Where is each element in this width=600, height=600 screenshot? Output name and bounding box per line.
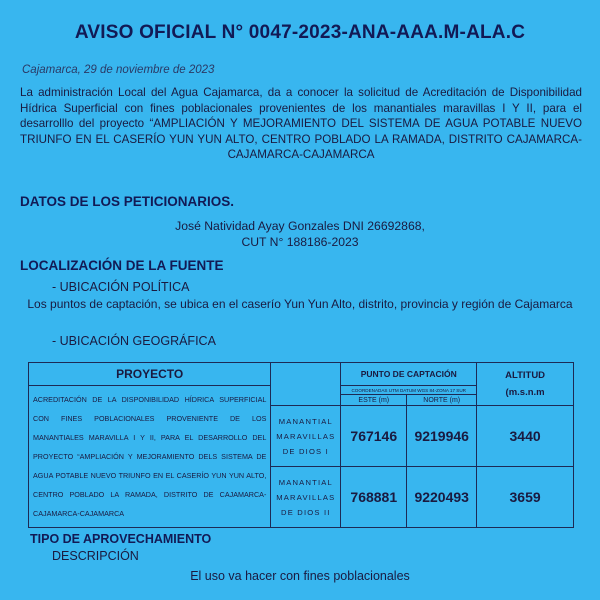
coordenadas-subheader: COORDENADAS UTM DATUM WGS 84-ZONA 17 SUR <box>341 386 477 395</box>
proyecto-header: PROYECTO <box>29 363 271 386</box>
norte-value: 9220493 <box>407 467 477 528</box>
aviso-title: AVISO OFICIAL N° 0047-2023-ANA-AAA.M-ALA.C <box>74 22 526 43</box>
localizacion-heading: LOCALIZACIÓN DE LA FUENTE <box>20 258 224 273</box>
ubicacion-geografica-label: - UBICACIÓN GEOGRÁFICA <box>52 334 216 348</box>
altitud-unit: (m.s.n.m <box>505 387 545 398</box>
peticionarios-heading: DATOS DE LOS PETICIONARIOS. <box>20 194 235 209</box>
este-header: ESTE (m) <box>341 395 407 406</box>
punto-captacion-header: PUNTO DE CAPTACIÓN <box>341 363 477 386</box>
peticionario-block <box>0 218 600 250</box>
norte-header: NORTE (m) <box>407 395 477 406</box>
peticionario-name: José Natividad Ayay Gonzales DNI 26692868, <box>175 219 425 233</box>
tipo-heading: TIPO DE APROVECHAMIENTO <box>30 532 212 546</box>
blank-header-cell <box>271 363 341 406</box>
ubicacion-politica-text: Los puntos de captación, se ubica en el caserío Yun Yun Alto, distrito, provincia y región de Cajamarca <box>27 297 573 311</box>
ubicacion-politica-label: - UBICACIÓN POLÍTICA <box>52 280 190 294</box>
intro-paragraph: La administración Local del Agua Cajamarca, da a conocer la solicitud de Acreditación de Disponibilidad Hídrica Superficial con fines poblacionales provenientes de los manantiales maravillas I Y II, para el desarrolllo del proyecto “AMPLIACIÓN Y MEJORAMIENTO DEL SISTEMA DE AGUA POTABLE NUEVO TRIUNFO EN EL CASERÍO YUN YUN ALTO, CENTRO POBLADO LA RAMADA, DISTRITO CAJAMARCA-CAJAMARCA-CAJAMARCA <box>20 86 582 161</box>
manantial-name: MANANTIAL MARAVILLAS DE DIOS II <box>271 467 341 528</box>
altitud-header <box>477 363 574 406</box>
peticionario-cut: CUT N° 188186-2023 <box>241 235 359 249</box>
descripcion-label: DESCRIPCIÓN <box>52 549 139 563</box>
norte-value: 9219946 <box>407 406 477 467</box>
altitud-value: 3659 <box>477 467 574 528</box>
altitud-label: ALTITUD <box>505 370 546 381</box>
location-table <box>28 362 574 528</box>
proyecto-description: ACREDITACIÓN DE LA DISPONIBILIDAD HÍDRICA SUPERFICIAL CON FINES POBLACIONALES PROVENIENTE DE LOS MANANTIALES MARAVILLA I Y II, PARA EL DESARROLLO DEL PROYECTO “AMPLIACIÓN Y MEJORAMIENTO DELS SISTEMA DE AGUA POTABLE NUEVO TRIUNFO EN EL CASERÍO YUN YUN ALTO, CENTRO POBLADO LA RAMADA, DISTRITO DE CAJAMARCA-CAJAMARCA-CAJAMARCA <box>29 386 271 528</box>
manantial-name: MANANTIAL MARAVILLAS DE DIOS I <box>271 406 341 467</box>
notice-date: Cajamarca, 29 de noviembre de 2023 <box>22 64 215 76</box>
este-value: 768881 <box>341 467 407 528</box>
uso-text: El uso va hacer con fines poblacionales <box>190 569 410 583</box>
este-value: 767146 <box>341 406 407 467</box>
altitud-value: 3440 <box>477 406 574 467</box>
